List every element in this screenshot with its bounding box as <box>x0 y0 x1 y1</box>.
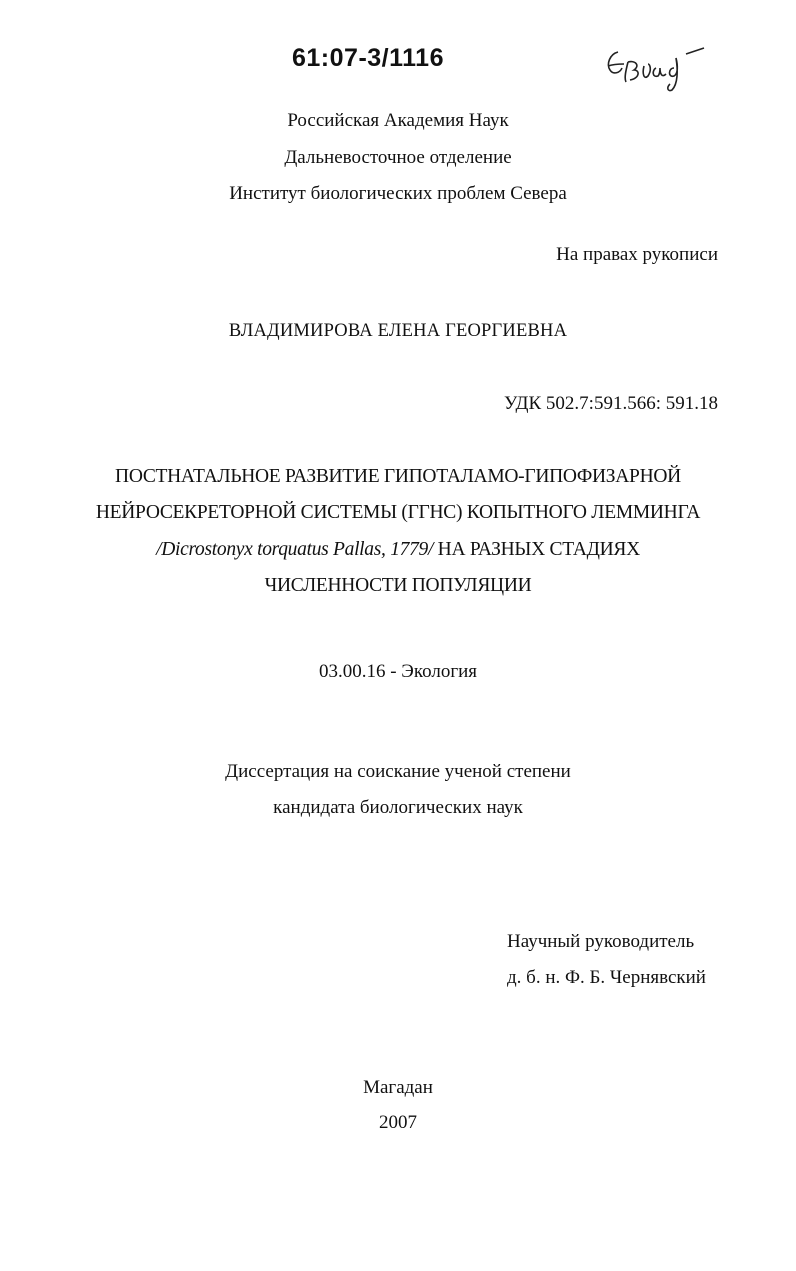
rights-note: На правах рукописи <box>556 244 718 265</box>
degree-line-2: кандидата биологических наук <box>273 797 523 818</box>
handwriting-signature <box>600 40 710 95</box>
city: Магадан <box>363 1077 433 1098</box>
title-line-1: ПОСТНАТАЛЬНОЕ РАЗВИТИЕ ГИПОТАЛАМО-ГИПОФИЗАРНОЙ <box>115 466 681 487</box>
archive-stamp-code: 61:07-3/1116 <box>292 44 444 72</box>
title-line-2: НЕЙРОСЕКРЕТОРНОЙ СИСТЕМЫ (ГГНС) КОПЫТНОГО ЛЕММИНГА <box>95 502 701 523</box>
institution-institute: Институт биологических проблем Севера <box>229 183 567 204</box>
specialty: 03.00.16 - Экология <box>318 661 478 682</box>
institution-academy: Российская Академия Наук <box>287 110 509 131</box>
supervisor-label: Научный руководитель <box>507 931 695 952</box>
title-line-3 <box>0 539 796 561</box>
title-line-3-rest: НА РАЗНЫХ СТАДИЯХ <box>433 539 640 560</box>
supervisor-name: д. б. н. Ф. Б. Чернявский <box>507 967 706 988</box>
institution-branch: Дальневосточное отделение <box>284 147 512 168</box>
species-name: /Dicrostonyx torquatus Pallas, 1779/ <box>156 539 434 560</box>
handwritten-note <box>600 40 710 95</box>
author-name: ВЛАДИМИРОВА ЕЛЕНА ГЕОРГИЕВНА <box>228 321 568 341</box>
title-line-4: ЧИСЛЕННОСТИ ПОПУЛЯЦИИ <box>264 575 532 596</box>
year: 2007 <box>379 1112 417 1133</box>
udc-code: УДК 502.7:591.566: 591.18 <box>504 393 718 414</box>
degree-line-1: Диссертация на соискание ученой степени <box>225 761 571 782</box>
